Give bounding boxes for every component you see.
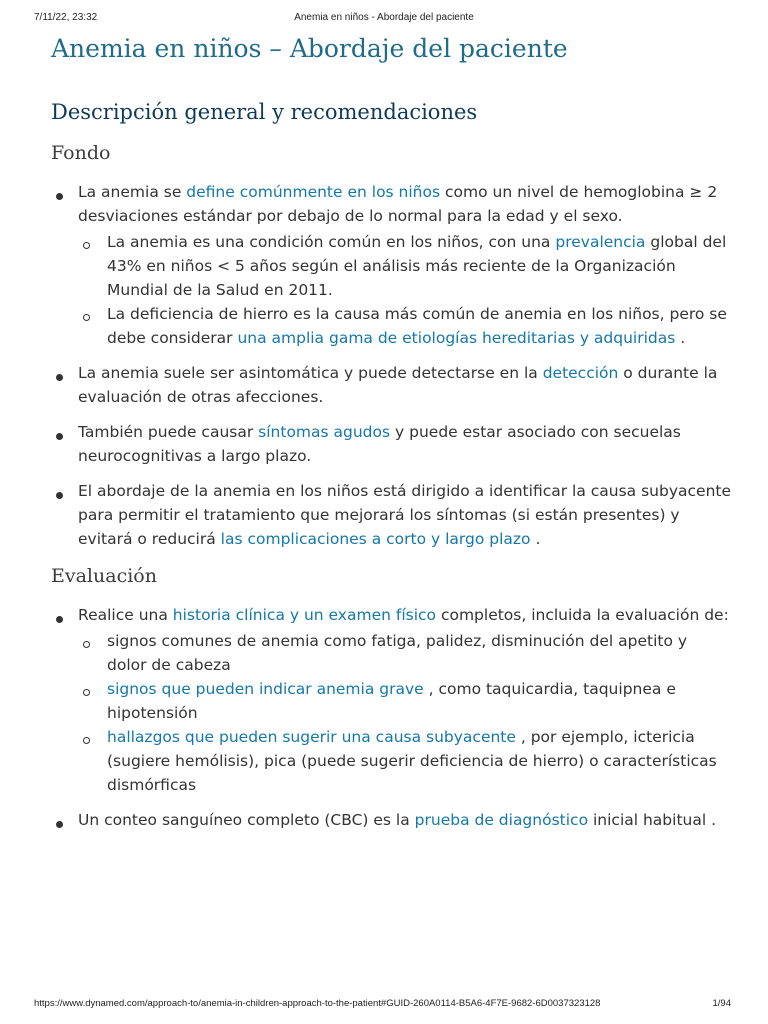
complications-link[interactable]: las complicaciones a corto y largo plazo bbox=[220, 530, 531, 548]
item-text: La deficiencia de hierro es la causa más común de anemia en los niños, pero se debe considerar bbox=[107, 305, 727, 347]
article-content bbox=[51, 32, 731, 843]
list-item bbox=[51, 180, 731, 350]
item-text: , por ejemplo, ictericia (sugiere hemólisis), pica (puede sugerir deficiencia de hierro) o características dismórficas bbox=[107, 728, 717, 794]
item-text: inicial habitual . bbox=[588, 811, 717, 829]
item-text: , como taquicardia, taquipnea e hipotensión bbox=[107, 680, 676, 722]
item-text: o durante la evaluación de otras afecciones. bbox=[78, 364, 718, 406]
etiologies-link[interactable]: una amplia gama de etiologías hereditarias y adquiridas bbox=[237, 329, 676, 347]
item-text: También puede causar bbox=[78, 423, 259, 441]
page-number: 1/94 bbox=[712, 998, 731, 1009]
prevalence-link[interactable]: prevalencia bbox=[555, 233, 646, 251]
item-text: Realice una bbox=[78, 606, 173, 624]
screening-link[interactable]: detección bbox=[542, 364, 619, 382]
sub-list-item bbox=[78, 725, 731, 797]
print-url: https://www.dynamed.com/approach-to/anemia-in-children-approach-to-the-patient#GUID-260A0114-B5A6-4F7E-9682-6D0037323128 bbox=[34, 998, 601, 1009]
item-text: La anemia se bbox=[78, 183, 187, 201]
section-title: Descripción general y recomendaciones bbox=[51, 100, 478, 124]
print-footer bbox=[0, 998, 768, 1012]
item-text: global del 43% en niños < 5 años según el análisis más reciente de la Organización Mundial de la Salud en 2011. bbox=[107, 233, 727, 299]
history-exam-link[interactable]: historia clínica y un examen físico bbox=[172, 606, 437, 624]
item-text: signos comunes de anemia como fatiga, palidez, disminución del apetito y dolor de cabeza bbox=[107, 632, 688, 674]
evaluacion-heading: Evaluación bbox=[51, 565, 157, 587]
print-title: Anemia en niños - Abordaje del paciente bbox=[294, 12, 474, 23]
diagnostic-test-link[interactable]: prueba de diagnóstico bbox=[414, 811, 589, 829]
item-text: La anemia es una condición común en los niños, con una bbox=[107, 233, 556, 251]
fondo-heading: Fondo bbox=[51, 142, 111, 164]
print-header bbox=[0, 12, 768, 26]
sub-list-item bbox=[78, 302, 731, 350]
print-datetime: 7/11/22, 23:32 bbox=[34, 12, 98, 23]
item-text: . bbox=[675, 329, 686, 347]
severe-anemia-signs-link[interactable]: signos que pueden indicar anemia grave bbox=[107, 680, 424, 698]
page-title: Anemia en niños – Abordaje del paciente bbox=[51, 34, 568, 63]
list-item bbox=[51, 808, 731, 832]
sub-list-item bbox=[78, 677, 731, 725]
list-item bbox=[51, 479, 731, 551]
item-text: y puede estar asociado con secuelas neurocognitivas a largo plazo. bbox=[78, 423, 681, 465]
item-text: como un nivel de hemoglobina ≥ 2 desviaciones estándar por debajo de lo normal para la edad y el sexo. bbox=[78, 183, 718, 225]
list-item bbox=[51, 361, 731, 409]
item-text: El abordaje de la anemia en los niños está dirigido a identificar la causa subyacente para permitir el tratamiento que mejorará los síntomas (si están presentes) y evitará o reducirá bbox=[78, 482, 732, 548]
item-text: . bbox=[530, 530, 541, 548]
sub-list bbox=[78, 629, 731, 797]
fondo-list bbox=[51, 180, 731, 551]
sub-list-item bbox=[78, 629, 731, 677]
underlying-cause-findings-link[interactable]: hallazgos que pueden sugerir una causa subyacente bbox=[107, 728, 516, 746]
sub-list-item bbox=[78, 230, 731, 302]
evaluacion-list bbox=[51, 603, 731, 832]
item-text: completos, incluida la evaluación de: bbox=[436, 606, 729, 624]
definition-link[interactable]: define comúnmente en los niños bbox=[186, 183, 441, 201]
list-item bbox=[51, 603, 731, 797]
item-text: La anemia suele ser asintomática y puede detectarse en la bbox=[78, 364, 543, 382]
item-text: Un conteo sanguíneo completo (CBC) es la bbox=[78, 811, 415, 829]
acute-symptoms-link[interactable]: síntomas agudos bbox=[258, 423, 391, 441]
sub-list bbox=[78, 230, 731, 350]
list-item bbox=[51, 420, 731, 468]
